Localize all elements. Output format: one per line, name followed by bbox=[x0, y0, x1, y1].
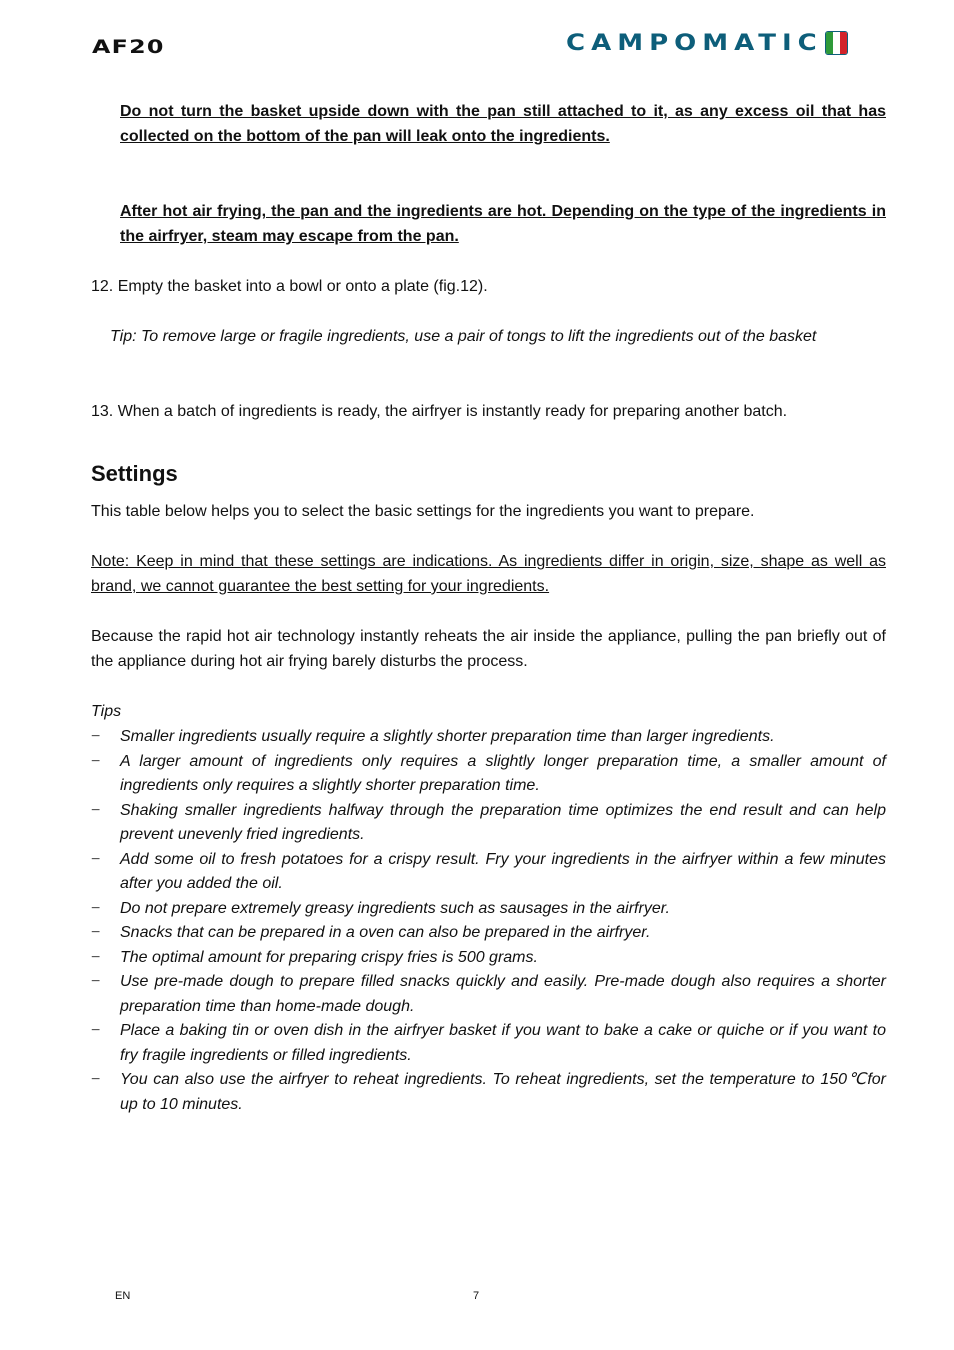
flag-stripe-white bbox=[833, 32, 840, 54]
list-item bbox=[91, 921, 886, 946]
settings-heading: Settings bbox=[91, 461, 178, 486]
list-item bbox=[91, 1019, 886, 1068]
tip-text: A larger amount of ingredients only requires a slightly longer preparation time, a smaller amount of ingredients only requires a slightly shorter preparation time. bbox=[120, 752, 886, 794]
list-item bbox=[91, 897, 886, 922]
settings-intro: This table below helps you to select the basic settings for the ingredients you want to prepare. bbox=[91, 503, 755, 520]
tip-text: The optimal amount for preparing crispy fries is 500 grams. bbox=[120, 948, 538, 966]
tip-text: Shaking smaller ingredients halfway through the preparation time optimizes the end result and can help prevent unevenly fried ingredients. bbox=[120, 801, 886, 843]
footer-page-number: 7 bbox=[473, 1290, 480, 1302]
list-item bbox=[91, 725, 886, 750]
tip-text: Place a baking tin or oven dish in the airfryer basket if you want to bake a cake or quiche or if you want to fry fragile ingredients or filled ingredients. bbox=[120, 1022, 886, 1064]
model-name: AF20 bbox=[92, 36, 165, 58]
tips-title: Tips bbox=[91, 703, 122, 720]
bullet-dash: − bbox=[91, 1022, 101, 1039]
list-item bbox=[91, 848, 886, 897]
list-item bbox=[91, 970, 886, 1019]
flag-stripe-red bbox=[840, 32, 847, 54]
brand-logo bbox=[566, 28, 848, 58]
step-13: 13. When a batch of ingredients is ready, the airfryer is instantly ready for preparing another batch. bbox=[91, 403, 788, 420]
italian-flag-icon bbox=[825, 31, 848, 55]
tip-text: Smaller ingredients usually require a slightly shorter preparation time than larger ingredients. bbox=[120, 728, 775, 745]
bullet-dash: − bbox=[91, 801, 101, 819]
brand-name: CAMPOMATIC bbox=[566, 30, 823, 56]
bullet-dash: − bbox=[91, 728, 101, 745]
tip-text: Add some oil to fresh potatoes for a crispy result. Fry your ingredients in the airfryer within a few minutes after you added the oil. bbox=[120, 850, 886, 892]
bullet-dash: − bbox=[91, 752, 101, 770]
bullet-dash: − bbox=[91, 924, 101, 941]
step-12: 12. Empty the basket into a bowl or onto a plate (fig.12). bbox=[91, 278, 488, 295]
bullet-dash: − bbox=[91, 899, 101, 917]
list-item bbox=[91, 750, 886, 799]
list-item bbox=[91, 946, 886, 971]
warning-hot-pan: After hot air frying, the pan and the ingredients are hot. Depending on the type of the ingredients in the airfryer, steam may escape from the pan. bbox=[120, 203, 886, 245]
bullet-dash: − bbox=[91, 1071, 101, 1088]
bullet-dash: − bbox=[91, 850, 101, 868]
tip-text: Snacks that can be prepared in a oven can also be prepared in the airfryer. bbox=[120, 924, 651, 941]
settings-note: Note: Keep in mind that these settings are indications. As ingredients differ in origin, size, shape as well as brand, we cannot guarantee the best setting for your ingredients. bbox=[91, 553, 886, 595]
list-item bbox=[91, 799, 886, 848]
bullet-dash: − bbox=[91, 973, 101, 990]
tip-text: You can also use the airfryer to reheat ingredients. To reheat ingredients, set the temperature to 150℃for up to 10 minutes. bbox=[120, 1071, 886, 1113]
tip-text: Do not prepare extremely greasy ingredients such as sausages in the airfryer. bbox=[120, 899, 670, 917]
flag-stripe-green bbox=[826, 32, 833, 54]
footer-language: EN bbox=[115, 1290, 131, 1302]
list-item bbox=[91, 1068, 886, 1117]
tips-list bbox=[91, 725, 886, 1117]
bullet-dash: − bbox=[91, 948, 101, 966]
warning-basket-upside-down: Do not turn the basket upside down with the pan still attached to it, as any excess oil that has collected on the bottom of the pan will leak onto the ingredients. bbox=[120, 103, 886, 145]
tip-text: Use pre-made dough to prepare filled snacks quickly and easily. Pre-made dough also requires a shorter preparation time than home-made dough. bbox=[120, 973, 886, 1015]
tip-tongs: Tip: To remove large or fragile ingredients, use a pair of tongs to lift the ingredients out of the basket bbox=[110, 328, 817, 345]
settings-paragraph: Because the rapid hot air technology instantly reheats the air inside the appliance, pulling the pan briefly out of the appliance during hot air frying barely disturbs the process. bbox=[91, 628, 886, 670]
